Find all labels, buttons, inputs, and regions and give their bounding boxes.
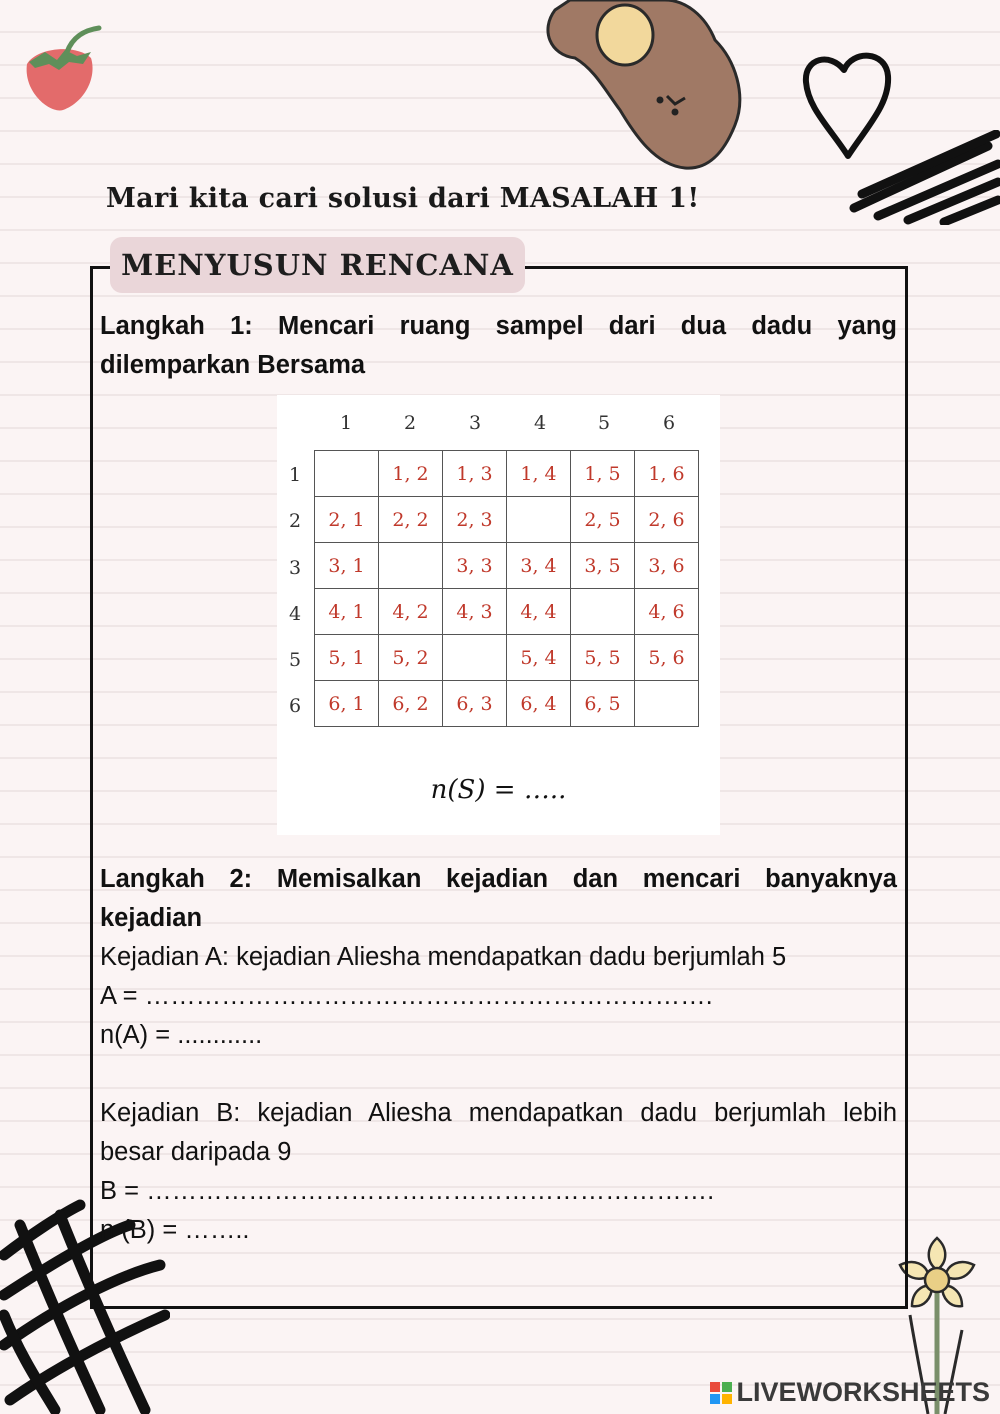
table-cell: 5, 1	[315, 635, 379, 681]
table-cell	[635, 681, 699, 727]
table-cell: 2, 5	[571, 497, 635, 543]
sample-space-table	[277, 395, 720, 835]
table-cell: 1, 3	[443, 451, 507, 497]
table-cell: 2, 1	[315, 497, 379, 543]
col-header: 1	[339, 412, 353, 434]
row-header: 3	[288, 557, 302, 579]
table-row	[315, 497, 699, 543]
table-row	[315, 635, 699, 681]
table-cell: 3, 5	[571, 543, 635, 589]
sample-grid	[314, 450, 699, 727]
event-b-count-answer[interactable]: n (B) = ……..	[100, 1216, 250, 1244]
table-cell: 1, 4	[507, 451, 571, 497]
table-cell: 5, 6	[635, 635, 699, 681]
table-cell: 5, 5	[571, 635, 635, 681]
table-cell: 4, 6	[635, 589, 699, 635]
table-cell	[443, 635, 507, 681]
table-cell: 1, 5	[571, 451, 635, 497]
event-a-count-answer[interactable]: n(A) = ............	[100, 1021, 263, 1049]
row-header: 2	[288, 510, 302, 532]
table-cell: 2, 2	[379, 497, 443, 543]
table-cell: 6, 2	[379, 681, 443, 727]
table-cell: 4, 2	[379, 589, 443, 635]
table-cell: 3, 3	[443, 543, 507, 589]
table-cell: 2, 6	[635, 497, 699, 543]
table-row	[315, 451, 699, 497]
table-cell: 6, 5	[571, 681, 635, 727]
event-b-description: Kejadian B: kejadian Aliesha mendapatkan dadu berjumlah lebih besar daripada 9	[100, 1099, 897, 1166]
table-cell: 6, 3	[443, 681, 507, 727]
scribble-icon	[848, 130, 1000, 225]
table-cell: 2, 3	[443, 497, 507, 543]
section-badge: MENYUSUN RENCANA	[110, 237, 525, 293]
table-cell: 4, 1	[315, 589, 379, 635]
col-header: 6	[662, 412, 676, 434]
table-cell: 6, 1	[315, 681, 379, 727]
table-cell	[315, 451, 379, 497]
step1-title: Langkah 1: Mencari ruang sampel dari dua dadu yang dilemparkan Bersama	[100, 312, 897, 379]
table-row	[315, 681, 699, 727]
row-header: 1	[288, 464, 302, 486]
page-heading: Mari kita cari solusi dari MASALAH 1!	[106, 183, 700, 214]
table-cell: 3, 4	[507, 543, 571, 589]
bear-icon	[535, 0, 750, 175]
table-cell: 3, 1	[315, 543, 379, 589]
table-cell	[507, 497, 571, 543]
strawberry-icon	[15, 22, 110, 117]
table-cell: 5, 2	[379, 635, 443, 681]
table-cell: 1, 2	[379, 451, 443, 497]
table-cell: 5, 4	[507, 635, 571, 681]
table-cell: 4, 3	[443, 589, 507, 635]
table-row	[315, 543, 699, 589]
table-cell	[379, 543, 443, 589]
logo-text: LIVEWORKSHEETS	[736, 1377, 990, 1407]
sample-space-formula: n(S) = …..	[430, 775, 567, 805]
event-a-set-answer[interactable]: A = ………………………………………………………….	[100, 982, 713, 1010]
table-cell: 1, 6	[635, 451, 699, 497]
row-header: 4	[288, 603, 302, 625]
row-header: 5	[288, 649, 302, 671]
col-header: 4	[533, 412, 547, 434]
col-header: 5	[597, 412, 611, 434]
event-b-set-answer[interactable]: B = ………………………………………………………….	[100, 1177, 715, 1205]
table-row	[315, 589, 699, 635]
table-cell: 6, 4	[507, 681, 571, 727]
row-header: 6	[288, 695, 302, 717]
table-cell: 4, 4	[507, 589, 571, 635]
col-header: 3	[468, 412, 482, 434]
col-header: 2	[403, 412, 417, 434]
table-cell	[571, 589, 635, 635]
event-a-description: Kejadian A: kejadian Aliesha mendapatkan dadu berjumlah 5	[100, 943, 787, 971]
step2-title: Langkah 2: Memisalkan kejadian dan mencari banyaknya kejadian	[100, 865, 897, 932]
logo-icon	[710, 1382, 732, 1404]
liveworksheets-logo	[710, 1377, 990, 1408]
table-cell: 3, 6	[635, 543, 699, 589]
